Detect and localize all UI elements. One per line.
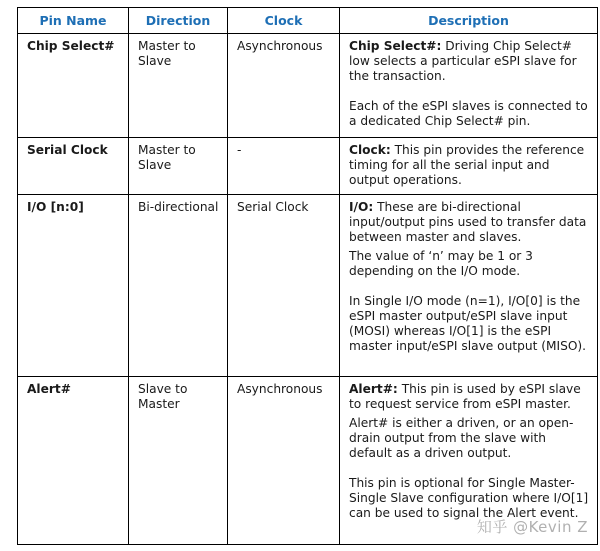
header-clock: Clock <box>228 8 340 34</box>
pin-name-cell: Chip Select# <box>18 34 129 138</box>
description-paragraph: The value of ‘n’ may be 1 or 3 depending on the I/O mode. <box>349 249 533 278</box>
description-term: Chip Select#: <box>349 39 442 53</box>
clock-cell: - <box>228 138 340 195</box>
clock-cell: Asynchronous <box>228 34 340 138</box>
description-paragraph <box>349 143 591 188</box>
direction-cell: Slave to Master <box>129 377 228 545</box>
table-row <box>18 195 598 377</box>
description-cell <box>340 34 598 138</box>
direction-cell: Master to Slave <box>129 34 228 138</box>
pin-name-cell: Serial Clock <box>18 138 129 195</box>
description-text: This pin provides the reference timing for all the serial input and output operations. <box>349 143 585 187</box>
description-paragraph <box>349 200 591 245</box>
header-row <box>18 8 598 34</box>
description-paragraph: This pin is optional for Single Master-Single Slave configuration where I/O[1] can be used to signal the Alert event. <box>349 476 589 520</box>
description-paragraph <box>349 39 591 84</box>
description-paragraph: In Single I/O mode (n=1), I/O[0] is the eSPI master output/eSPI slave input (MOSI) whereas I/O[1] is the eSPI master input/eSPI slave output (MISO). <box>349 294 587 353</box>
header-pin-name: Pin Name <box>18 8 129 34</box>
espi-pin-table <box>17 7 598 545</box>
description-cell <box>340 138 598 195</box>
description-term: I/O: <box>349 200 374 214</box>
description-paragraph: Each of the eSPI slaves is connected to a dedicated Chip Select# pin. <box>349 99 588 128</box>
description-text: These are bi-directional input/output pins used to transfer data between master and slaves. <box>349 200 587 244</box>
description-text: Driving Chip Select# low selects a particular eSPI slave for the transaction. <box>349 39 577 83</box>
header-direction: Direction <box>129 8 228 34</box>
direction-cell: Master to Slave <box>129 138 228 195</box>
watermark: 知乎 @Kevin Z <box>476 518 588 536</box>
table-row <box>18 34 598 138</box>
clock-cell: Serial Clock <box>228 195 340 377</box>
table-row <box>18 138 598 195</box>
description-cell <box>340 195 598 377</box>
description-term: Alert#: <box>349 382 398 396</box>
pin-name-cell: I/O [n:0] <box>18 195 129 377</box>
header-description: Description <box>340 8 598 34</box>
description-text: This pin is used by eSPI slave to request service from eSPI master. <box>349 382 581 411</box>
description-paragraph: Alert# is either a driven, or an open-drain output from the slave with default as a driven output. <box>349 416 574 460</box>
description-term: Clock: <box>349 143 391 157</box>
pin-name-cell: Alert# <box>18 377 129 545</box>
clock-cell: Asynchronous <box>228 377 340 545</box>
direction-cell: Bi-directional <box>129 195 228 377</box>
description-paragraph <box>349 382 591 412</box>
